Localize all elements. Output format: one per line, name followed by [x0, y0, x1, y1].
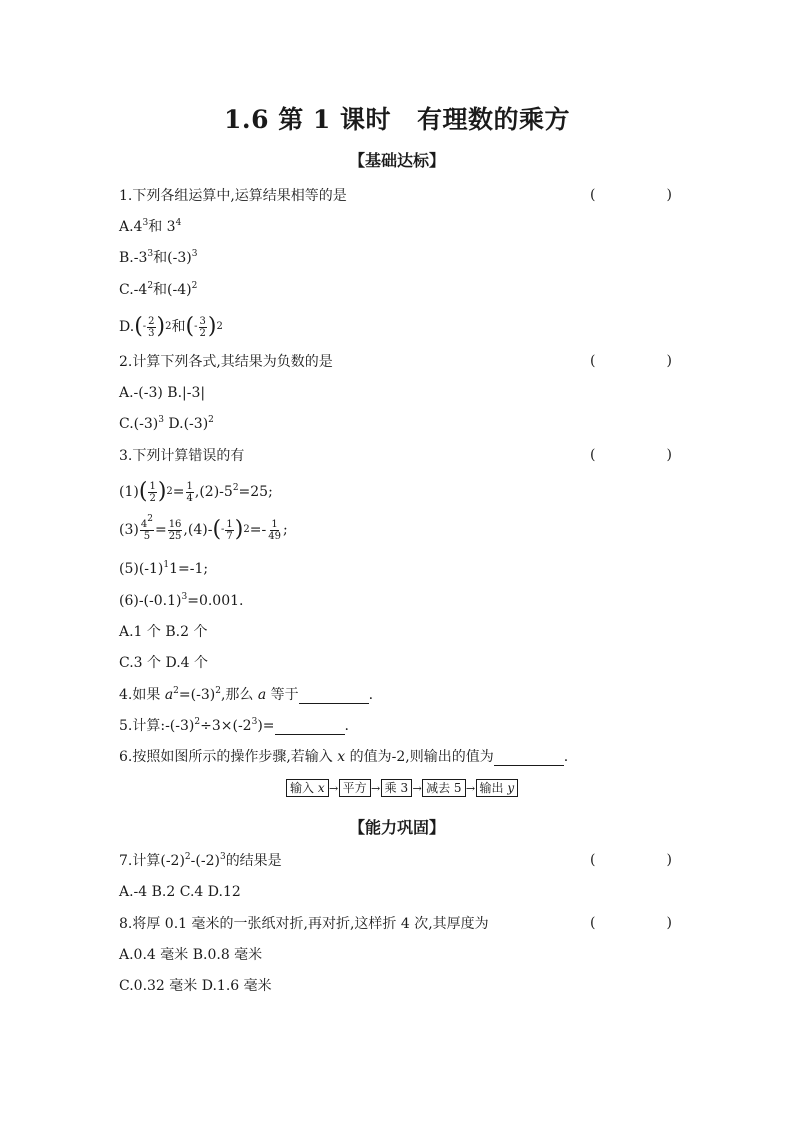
question-3-line-3: $(5)(-1)^11=-1$; [119, 560, 209, 577]
answer-paren-2[interactable]: ( ) [590, 353, 672, 369]
question-3-line-4: $(6)-(-0.1)^3=0.001$. [119, 592, 244, 609]
answer-paren-1[interactable]: ( ) [590, 187, 672, 203]
fraction: $\frac{3}{2}$ [199, 315, 206, 339]
flow-step-square: 平方 [339, 779, 371, 797]
fraction: $\frac{4^2}{5}$ [140, 513, 153, 542]
question-3-stem: 3.下列计算错误的有 [119, 448, 245, 464]
flow-step-subtract: 减去 5 [422, 779, 465, 797]
fraction: $\frac{1}{4}$ [186, 480, 193, 504]
section-heading-ability: 【能力巩固】 [348, 818, 445, 837]
arrow-right-icon: → [412, 781, 422, 795]
answer-blank-6[interactable] [494, 751, 564, 766]
question-1-option-d: D.(- $\frac{2}{3}$ )2和(- $\frac{3}{2}$ )2 [119, 314, 223, 339]
question-3-options-cd: C.3 个 D.4 个 [119, 655, 209, 671]
fraction: $\frac{16}{25}$ [168, 518, 182, 542]
answer-paren-3[interactable]: ( ) [590, 447, 672, 463]
question-5: 5.计算$:-(-3)^2\div 3\times(-2^3)=$ . [119, 717, 349, 734]
answer-paren-7[interactable]: ( ) [590, 852, 672, 868]
fraction: $\frac{1}{49}$ [268, 518, 281, 542]
fraction: $\frac{1}{2}$ [149, 480, 156, 504]
question-1-option-a: $A.4^3$和 $3^4$ [119, 218, 182, 235]
flow-step-multiply: 乘 3 [381, 779, 412, 797]
question-4: 4.如果 $a^2=(-3)^2$,那么 a 等于 . [119, 686, 374, 703]
arrow-right-icon: → [329, 781, 339, 795]
question-3-line-1: (1)( $\frac{1}{2}$ )2= $\frac{1}{4}$ $,(2)-5^2=25$; [119, 479, 273, 504]
question-2-stem: 2.计算下列各式,其结果为负数的是 [119, 354, 333, 370]
fraction: $\frac{1}{7}$ [226, 518, 233, 542]
answer-blank-5[interactable] [275, 720, 345, 735]
question-8-options-cd: C.0.32 毫米 D.1.6 毫米 [119, 978, 272, 994]
fraction: $\frac{2}{3}$ [148, 315, 155, 339]
question-1-stem: 1.下列各组运算中,运算结果相等的是 [119, 188, 347, 204]
question-3-line-2: (3) $\frac{4^2}{5}$ = $\frac{16}{25}$ ,(4)-(- $\frac{1}{7}$ )2=- $\frac{1}{49}$ ; [119, 513, 288, 542]
arrow-right-icon: → [371, 781, 381, 795]
question-1-option-b: $B.-3^3$和$(-3)^3$ [119, 249, 198, 266]
question-7-stem: 7.计算$(-2)^2-(-2)^3$的结果是 [119, 852, 282, 869]
arrow-right-icon: → [465, 781, 476, 795]
question-3-options-ab: A.1 个 B.2 个 [119, 624, 208, 640]
question-1-option-c: $C.-4^2$和$(-4)^2$ [119, 281, 198, 298]
question-8-options-ab: A.0.4 毫米 B.0.8 毫米 [119, 947, 263, 963]
section-heading-basic: 【基础达标】 [348, 151, 445, 170]
operation-flowchart [286, 778, 518, 798]
answer-blank-4[interactable] [299, 689, 369, 704]
answer-paren-8[interactable]: ( ) [590, 915, 672, 931]
flow-step-output: 输出 y [476, 779, 519, 797]
page-title: 1.6 第 1 课时 有理数的乘方 [223, 105, 571, 134]
question-8-stem: 8.将厚 0.1 毫米的一张纸对折,再对折,这样折 4 次,其厚度为 [119, 916, 489, 932]
question-7-options: A.-4 B.2 C.4 D.12 [119, 884, 241, 900]
flow-step-input: 输入 x [286, 779, 329, 797]
question-2-options-ab: A.-(-3) B.|-3| [119, 385, 206, 401]
question-2-options-cd: $C.(-3)^3$ $D.(-3)^2$ [119, 415, 214, 432]
question-6: 6.按照如图所示的操作步骤,若输入 x 的值为-2,则输出的值为 . [119, 749, 569, 765]
